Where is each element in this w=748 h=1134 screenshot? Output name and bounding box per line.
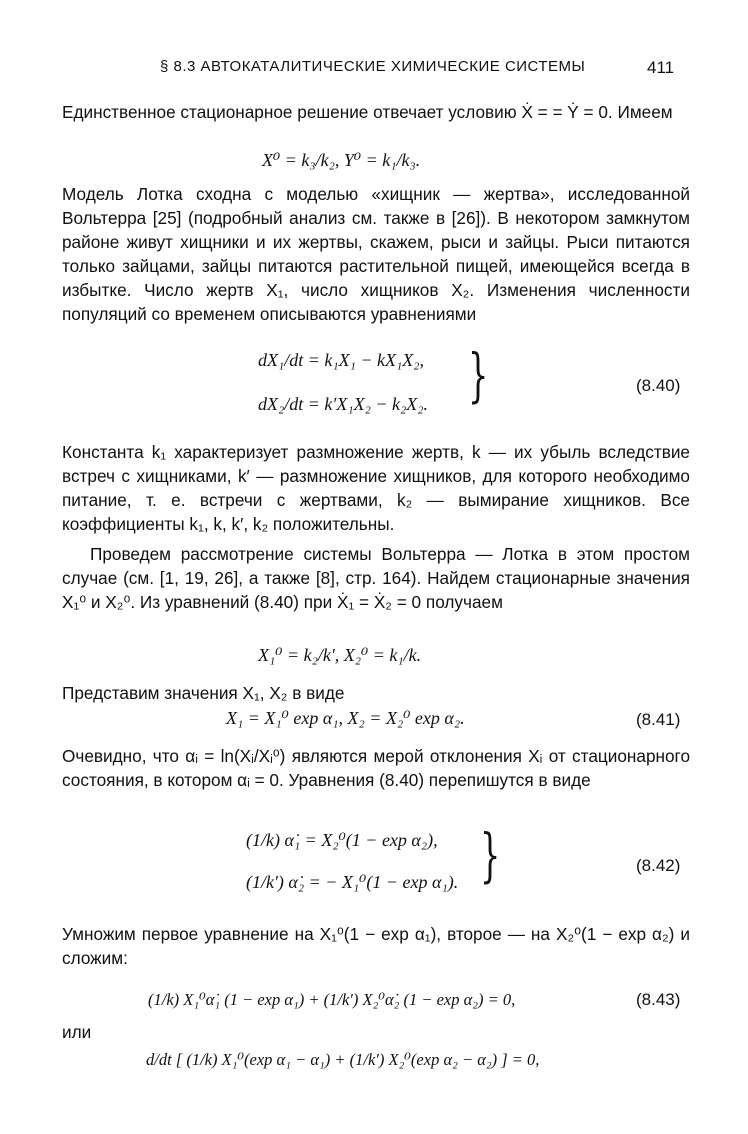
equation-number-840: (8.40)	[636, 376, 681, 395]
equation-842-b: (1/k′) α̇₂ = − X₁⁰(1 − exp α₁).	[246, 872, 459, 892]
page-number: 411	[647, 58, 675, 77]
right-brace: }	[468, 341, 489, 409]
paragraph-6: Очевидно, что αᵢ = ln(Xᵢ/Xᵢ⁰) являются мерой отклонения Xᵢ от стационарного состояния, в котором αᵢ = 0. Уравнения (8.40) перепишутся в виде	[62, 746, 690, 790]
paragraph-5: Представим значения X₁, X₂ в виде	[62, 683, 345, 703]
right-brace-2: }	[480, 821, 501, 889]
equation-number-841: (8.41)	[636, 710, 681, 729]
paragraph-1: Единственное стационарное решение отвечает условию Ẋ = = Ẏ = 0. Имеем	[62, 102, 673, 122]
equation-number-843: (8.43)	[636, 990, 681, 1009]
equation-stationary: X⁰ = k₃/k₂, Y⁰ = k₁/k₃.	[262, 150, 421, 170]
equation-number-842: (8.42)	[636, 856, 681, 875]
equation-840-b: dX₂/dt = k′X₁X₂ − k₂X₂.	[258, 394, 428, 414]
equation-842-a: (1/k) α̇₁ = X₂⁰(1 − exp α₂),	[246, 830, 438, 850]
equation-840-a: dX₁/dt = k₁X₁ − kX₁X₂,	[258, 350, 425, 370]
running-header: § 8.3 АВТОКАТАЛИТИЧЕСКИЕ ХИМИЧЕСКИЕ СИСТЕМЫ	[160, 58, 586, 75]
paragraph-2: Модель Лотка сходна с моделью «хищник — жертва», исследованной Вольтерра [25] (подробный анализ см. также в [26]). В некотором замкнутом районе живут хищники и их жертвы, скажем, рыси и зайцы. Рыси питаются только зайцами, зайцы питаются растительной пищей, имеющейся всегда в избытке. Число жертв X₁, число хищников X₂. Изменения численности популяций со временем описываются уравнениями	[62, 184, 690, 324]
equation-843: (1/k) X₁⁰α̇₁ (1 − exp α₁) + (1/k′) X₂⁰α̇₂ (1 − exp α₂) = 0,	[148, 990, 516, 1009]
equation-last: d/dt [ (1/k) X₁⁰(exp α₁ − α₁) + (1/k′) X₂⁰(exp α₂ − α₂) ] = 0,	[146, 1050, 540, 1069]
paragraph-3: Константа k₁ характеризует размножение жертв, k — их убыль вследствие встреч с хищниками, k′ — размножение хищников, для которого необходимо питание, т. е. встречи с жертвами, k₂ — вымирание хищников. Все коэффициенты k₁, k, k′, k₂ положительны.	[62, 442, 690, 534]
paragraph-8: или	[62, 1022, 92, 1042]
paragraph-4: Проведем рассмотрение системы Вольтерра — Лотка в этом простом случае (см. [1, 19, 26], а также [8], стр. 164). Найдем стационарные значения X₁⁰ и X₂⁰. Из уравнений (8.40) при Ẋ₁ = Ẋ₂ = 0 получаем	[62, 544, 690, 612]
paragraph-7: Умножим первое уравнение на X₁⁰(1 − exp α₁), второе — на X₂⁰(1 − exp α₂) и сложим:	[62, 924, 690, 968]
equation-841: X₁ = X₁⁰ exp α₁, X₂ = X₂⁰ exp α₂.	[226, 708, 465, 728]
equation-stationary-2: X₁⁰ = k₂/k′, X₂⁰ = k₁/k.	[258, 645, 422, 665]
